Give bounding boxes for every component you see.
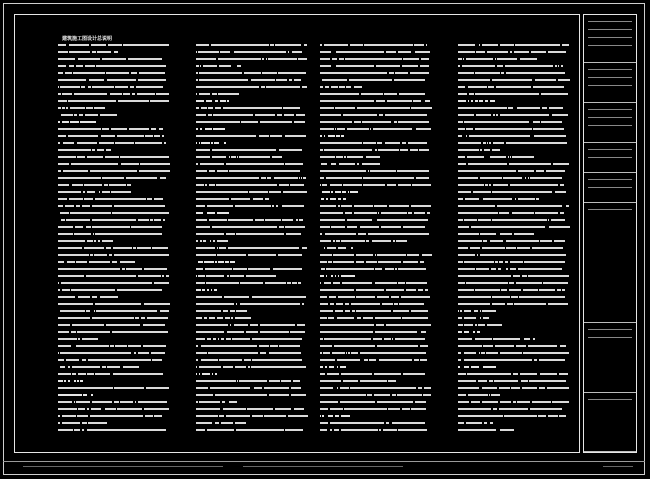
- text-line: [320, 380, 396, 382]
- text-line: [196, 142, 226, 144]
- text-line: [58, 268, 167, 270]
- text-line: [320, 422, 425, 424]
- notes-column: [58, 30, 178, 435]
- text-line: [58, 422, 107, 424]
- text-line: [458, 163, 569, 165]
- text-line: [458, 359, 565, 361]
- text-line: [58, 261, 135, 263]
- text-line: [58, 282, 169, 284]
- title-block-text-line: [588, 109, 632, 110]
- text-line: [196, 184, 304, 186]
- notes-column: [458, 30, 578, 435]
- strip-line: [23, 466, 223, 467]
- text-line: [58, 415, 162, 417]
- text-line: [58, 65, 166, 67]
- text-line: [58, 303, 170, 305]
- text-line: [196, 198, 269, 200]
- text-line: [320, 394, 431, 396]
- text-line: [196, 352, 301, 354]
- text-line: [320, 198, 346, 200]
- text-line: [196, 275, 276, 277]
- title-block-text-line: [588, 69, 632, 70]
- text-line: [320, 317, 428, 319]
- text-line: [458, 373, 568, 375]
- text-line: [196, 317, 251, 319]
- text-line: [58, 324, 165, 326]
- strip-line: [603, 466, 633, 467]
- text-line: [196, 177, 306, 179]
- text-line: [58, 401, 167, 403]
- text-line: [196, 324, 305, 326]
- text-line: [196, 331, 305, 333]
- text-line: [320, 191, 358, 193]
- text-line: [458, 415, 566, 417]
- text-line: [58, 296, 118, 298]
- text-line: [320, 156, 380, 158]
- strip-line: [243, 466, 403, 467]
- title-block-text-line: [588, 337, 632, 338]
- text-line: [196, 261, 235, 263]
- text-line: [458, 380, 566, 382]
- text-line: [320, 408, 426, 410]
- text-line: [58, 44, 169, 46]
- text-line: [458, 128, 564, 130]
- text-line: [458, 191, 566, 193]
- text-line: [196, 114, 305, 116]
- text-line: [320, 275, 355, 277]
- text-line: [196, 100, 229, 102]
- text-line: [58, 289, 162, 291]
- text-line: [58, 212, 169, 214]
- text-line: [458, 289, 565, 291]
- text-line: [458, 408, 562, 410]
- text-line: [458, 44, 569, 46]
- text-line: [196, 247, 307, 249]
- text-line: [196, 303, 304, 305]
- text-line: [196, 387, 301, 389]
- title-block-text-line: [588, 209, 632, 210]
- text-line: [320, 72, 429, 74]
- text-line: [58, 149, 111, 151]
- title-block-text-line: [588, 37, 632, 38]
- title-block-text-line: [588, 29, 632, 30]
- text-line: [458, 107, 563, 109]
- text-line: [320, 79, 425, 81]
- text-line: [320, 86, 362, 88]
- text-line: [320, 177, 429, 179]
- title-block-text-line: [588, 45, 632, 46]
- text-line: [458, 205, 569, 207]
- text-line: [196, 338, 302, 340]
- text-line: [58, 177, 166, 179]
- text-line: [196, 415, 308, 417]
- text-line: [58, 128, 163, 130]
- text-line: [196, 373, 217, 375]
- title-block-text-line: [588, 149, 632, 150]
- text-line: [458, 324, 502, 326]
- text-line: [196, 296, 306, 298]
- text-line: [458, 254, 566, 256]
- text-line: [320, 289, 428, 291]
- text-line: [196, 408, 304, 410]
- text-line: [458, 401, 569, 403]
- text-line: [458, 142, 567, 144]
- text-line: [196, 240, 228, 242]
- text-line: [320, 303, 424, 305]
- text-line: [58, 233, 162, 235]
- title-block-text-line: [588, 179, 632, 180]
- text-line: [458, 233, 534, 235]
- text-line: [320, 226, 425, 228]
- text-line: [196, 422, 246, 424]
- text-line: [458, 65, 563, 67]
- text-line: [320, 366, 346, 368]
- text-line: [58, 170, 170, 172]
- text-line: [458, 149, 500, 151]
- title-block-text-line: [588, 117, 632, 118]
- text-line: [458, 261, 565, 263]
- text-line: [458, 86, 564, 88]
- title-block-text-line: [588, 187, 632, 188]
- text-line: [58, 359, 162, 361]
- text-line: [58, 93, 169, 95]
- text-line: [458, 219, 565, 221]
- text-line: [58, 366, 139, 368]
- text-line: [196, 86, 307, 88]
- text-line: [458, 296, 565, 298]
- title-block-text-line: [588, 399, 632, 400]
- text-line: [196, 149, 302, 151]
- text-line: [458, 317, 489, 319]
- text-line: [58, 310, 169, 312]
- title-block-cell: [584, 15, 636, 63]
- notes-column: [320, 30, 440, 435]
- text-line: [196, 233, 301, 235]
- text-line: [196, 44, 307, 46]
- text-line: [196, 156, 282, 158]
- text-line: [196, 128, 225, 130]
- text-line: [196, 93, 239, 95]
- text-line: [196, 345, 300, 347]
- text-line: [196, 394, 306, 396]
- title-block-text-line: [588, 21, 632, 22]
- text-line: [196, 429, 303, 431]
- text-line: [320, 65, 429, 67]
- text-line: [196, 310, 247, 312]
- title-block-cell: [584, 323, 636, 393]
- text-line: [458, 170, 565, 172]
- text-line: [320, 121, 429, 123]
- text-line: [320, 170, 429, 172]
- text-line: [458, 184, 564, 186]
- text-line: [196, 401, 237, 403]
- text-line: [458, 331, 480, 333]
- text-line: [58, 373, 163, 375]
- text-line: [458, 366, 496, 368]
- text-line: [320, 352, 426, 354]
- text-line: [58, 219, 165, 221]
- text-line: [58, 240, 113, 242]
- text-line: [196, 107, 300, 109]
- text-line: [458, 114, 568, 116]
- text-line: [196, 170, 300, 172]
- text-line: [320, 310, 428, 312]
- text-line: [320, 401, 426, 403]
- title-block-text-line: [588, 157, 632, 158]
- text-line: [196, 359, 302, 361]
- text-line: [320, 261, 424, 263]
- text-line: [320, 254, 432, 256]
- text-line: [58, 338, 98, 340]
- title-block-cell: [584, 173, 636, 203]
- text-line: [196, 254, 302, 256]
- text-line: [458, 212, 564, 214]
- text-line: [320, 219, 428, 221]
- text-line: [58, 408, 169, 410]
- text-line: [58, 345, 166, 347]
- text-line: [458, 135, 566, 137]
- text-line: [320, 93, 425, 95]
- text-line: [320, 107, 432, 109]
- title-block-text-line: [588, 125, 632, 126]
- title-block: [583, 14, 637, 453]
- text-line: [196, 58, 307, 60]
- text-line: [58, 191, 131, 193]
- text-line: [320, 58, 429, 60]
- text-line: [458, 303, 568, 305]
- text-line: [458, 156, 534, 158]
- text-line: [58, 107, 105, 109]
- title-block-cell: [584, 103, 636, 143]
- text-line: [458, 275, 569, 277]
- text-line: [58, 394, 93, 396]
- text-line: [58, 226, 162, 228]
- text-line: [320, 100, 430, 102]
- text-line: [458, 345, 566, 347]
- title-block-cell: [584, 203, 636, 323]
- text-line: [320, 135, 344, 137]
- text-line: [58, 247, 168, 249]
- text-line: [196, 72, 306, 74]
- title-block-text-line: [588, 77, 632, 78]
- text-line: [458, 394, 500, 396]
- text-line: [58, 142, 166, 144]
- text-line: [320, 142, 427, 144]
- text-line: [196, 289, 217, 291]
- text-line: [320, 282, 427, 284]
- text-line: [196, 65, 241, 67]
- text-line: [458, 338, 535, 340]
- text-line: [58, 114, 117, 116]
- text-line: [58, 100, 169, 102]
- text-line: [458, 58, 537, 60]
- text-line: [58, 429, 166, 431]
- text-line: [58, 317, 168, 319]
- text-line: [58, 79, 166, 81]
- text-line: [196, 212, 229, 214]
- text-line: [58, 387, 169, 389]
- text-line: [458, 422, 493, 424]
- text-line: [458, 310, 496, 312]
- text-line: [58, 331, 168, 333]
- text-line: [196, 268, 302, 270]
- text-line: [320, 184, 431, 186]
- text-line: [320, 324, 431, 326]
- text-line: [58, 352, 165, 354]
- text-line: [58, 121, 96, 123]
- text-line: [320, 44, 427, 46]
- text-line: [320, 331, 426, 333]
- text-line: [196, 219, 303, 221]
- text-line: [196, 380, 300, 382]
- text-line: [196, 205, 304, 207]
- text-line: [320, 429, 427, 431]
- text-line: [58, 205, 165, 207]
- title-block-cell: [584, 143, 636, 173]
- text-line: [58, 135, 164, 137]
- text-line: [458, 352, 569, 354]
- text-line: [320, 415, 350, 417]
- text-line: [320, 296, 430, 298]
- text-line: [196, 51, 302, 53]
- text-line: [58, 51, 118, 53]
- text-line: [58, 163, 170, 165]
- text-line: [196, 282, 301, 284]
- text-line: [458, 72, 565, 74]
- text-line: [458, 100, 495, 102]
- title-block-text-line: [588, 329, 632, 330]
- text-line: [458, 79, 570, 81]
- text-line: [58, 72, 165, 74]
- text-line: [196, 163, 303, 165]
- text-line: [320, 359, 427, 361]
- text-line: [458, 282, 568, 284]
- text-line: [196, 191, 307, 193]
- text-line: [196, 135, 306, 137]
- text-line: [58, 86, 163, 88]
- text-line: [320, 338, 425, 340]
- title-block-text-line: [588, 85, 632, 86]
- text-line: [58, 275, 169, 277]
- text-line: [58, 198, 163, 200]
- text-line: [320, 373, 425, 375]
- bottom-strip: [3, 461, 645, 475]
- text-line: [458, 177, 562, 179]
- text-line: [458, 387, 569, 389]
- text-line: [320, 128, 431, 130]
- title-block-cell: [584, 63, 636, 103]
- text-line: [458, 198, 539, 200]
- text-line: [320, 247, 353, 249]
- text-line: [458, 121, 562, 123]
- text-line: [320, 163, 380, 165]
- text-line: [458, 226, 570, 228]
- notes-column: [196, 30, 316, 435]
- text-line: [458, 51, 566, 53]
- text-line: [58, 380, 83, 382]
- text-line: [320, 114, 427, 116]
- text-line: [458, 429, 514, 431]
- text-line: [320, 268, 426, 270]
- text-line: [458, 93, 568, 95]
- text-line: [58, 58, 162, 60]
- text-line: [458, 240, 565, 242]
- text-line: [320, 233, 429, 235]
- text-line: [196, 226, 305, 228]
- text-line: [196, 366, 306, 368]
- text-line: [458, 247, 563, 249]
- text-line: [58, 254, 169, 256]
- text-line: [320, 205, 431, 207]
- text-line: [320, 149, 429, 151]
- text-line: [58, 184, 131, 186]
- document-title: 建筑施工图设计总说明: [62, 36, 113, 42]
- text-line: [58, 156, 169, 158]
- text-line: [458, 268, 562, 270]
- text-line: [196, 121, 305, 123]
- text-line: [320, 240, 407, 242]
- text-line: [320, 387, 431, 389]
- text-line: [320, 212, 430, 214]
- text-line: [320, 51, 430, 53]
- text-line: [196, 79, 301, 81]
- text-line: [320, 345, 428, 347]
- title-block-cell: [584, 393, 636, 452]
